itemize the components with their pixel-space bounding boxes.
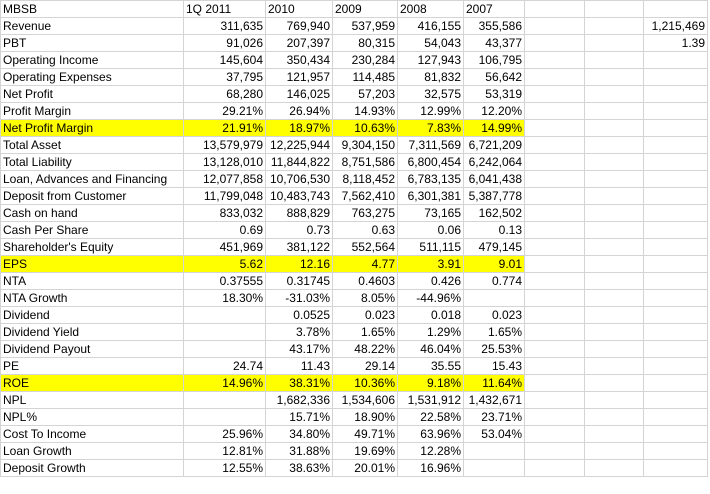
value-cell[interactable] — [585, 188, 644, 205]
value-cell[interactable]: 1,531,912 — [398, 392, 464, 409]
value-cell[interactable]: 0.0525 — [266, 307, 333, 324]
value-cell[interactable] — [525, 222, 585, 239]
value-cell[interactable]: 11,844,822 — [266, 154, 333, 171]
value-cell[interactable]: 6,301,381 — [398, 188, 464, 205]
row-label-cell[interactable]: Operating Expenses — [1, 69, 184, 86]
value-cell[interactable]: 8.05% — [333, 290, 398, 307]
table-row — [1, 273, 708, 290]
value-cell[interactable]: 25.96% — [184, 426, 266, 443]
row-label-cell[interactable]: Total Asset — [1, 137, 184, 154]
value-cell[interactable]: 32,575 — [398, 86, 464, 103]
value-cell[interactable]: 24.74 — [184, 358, 266, 375]
table-row — [1, 290, 708, 307]
value-cell[interactable]: 14.96% — [184, 375, 266, 392]
value-cell[interactable] — [585, 239, 644, 256]
value-cell[interactable] — [184, 324, 266, 341]
value-cell[interactable] — [525, 392, 585, 409]
value-cell[interactable] — [184, 392, 266, 409]
row-label-cell[interactable]: Profit Margin — [1, 103, 184, 120]
value-cell[interactable]: 1.65% — [464, 324, 525, 341]
value-cell[interactable] — [585, 52, 644, 69]
table-row — [1, 375, 708, 392]
value-cell[interactable]: 9.01 — [464, 256, 525, 273]
value-cell[interactable]: 114,485 — [333, 69, 398, 86]
row-label-cell[interactable]: NTA — [1, 273, 184, 290]
row-label-cell[interactable]: NPL% — [1, 409, 184, 426]
value-cell[interactable] — [644, 69, 708, 86]
value-cell[interactable] — [585, 307, 644, 324]
value-cell[interactable]: 3.78% — [266, 324, 333, 341]
value-cell[interactable] — [525, 443, 585, 460]
value-cell[interactable] — [525, 375, 585, 392]
table-row — [1, 341, 708, 358]
value-cell[interactable]: 63.96% — [398, 426, 464, 443]
value-cell[interactable]: 0.06 — [398, 222, 464, 239]
sheet-title-cell[interactable]: MBSB — [1, 1, 184, 18]
value-cell[interactable]: 0.018 — [398, 307, 464, 324]
value-cell[interactable] — [644, 375, 708, 392]
value-cell[interactable] — [525, 426, 585, 443]
value-cell[interactable] — [585, 154, 644, 171]
value-cell[interactable]: 12.55% — [184, 460, 266, 477]
value-cell[interactable]: 230,284 — [333, 52, 398, 69]
row-label-cell[interactable]: Dividend — [1, 307, 184, 324]
table-row — [1, 239, 708, 256]
value-cell[interactable]: 0.023 — [464, 307, 525, 324]
column-header-cell[interactable]: 2008 — [398, 1, 464, 18]
value-cell[interactable]: 888,829 — [266, 205, 333, 222]
value-cell[interactable]: 14.99% — [464, 120, 525, 137]
value-cell[interactable]: 49.71% — [333, 426, 398, 443]
table-row — [1, 307, 708, 324]
table-row — [1, 69, 708, 86]
value-cell[interactable]: 0.37555 — [184, 273, 266, 290]
value-cell[interactable]: 11.64% — [464, 375, 525, 392]
row-label-cell[interactable]: Shareholder's Equity — [1, 239, 184, 256]
value-cell[interactable] — [525, 137, 585, 154]
value-cell[interactable] — [585, 35, 644, 52]
value-cell[interactable] — [644, 307, 708, 324]
table-row — [1, 443, 708, 460]
row-label-cell[interactable]: Dividend Yield — [1, 324, 184, 341]
value-cell[interactable]: 22.58% — [398, 409, 464, 426]
value-cell[interactable]: 9,304,150 — [333, 137, 398, 154]
value-cell[interactable]: 833,032 — [184, 205, 266, 222]
value-cell[interactable] — [644, 188, 708, 205]
value-cell[interactable] — [525, 205, 585, 222]
value-cell[interactable]: 6,783,135 — [398, 171, 464, 188]
value-cell[interactable]: 38.31% — [266, 375, 333, 392]
value-cell[interactable]: 12.28% — [398, 443, 464, 460]
value-cell[interactable] — [644, 290, 708, 307]
value-cell[interactable]: 9.18% — [398, 375, 464, 392]
value-cell[interactable] — [585, 171, 644, 188]
value-cell[interactable] — [464, 443, 525, 460]
value-cell[interactable]: 81,832 — [398, 69, 464, 86]
table-row — [1, 392, 708, 409]
value-cell[interactable]: 10,706,530 — [266, 171, 333, 188]
value-cell[interactable]: 7,562,410 — [333, 188, 398, 205]
row-label-cell[interactable]: Loan Growth — [1, 443, 184, 460]
row-label-cell[interactable]: NTA Growth — [1, 290, 184, 307]
row-label-cell[interactable]: Net Profit Margin — [1, 120, 184, 137]
value-cell[interactable] — [184, 409, 266, 426]
value-cell[interactable]: -31.03% — [266, 290, 333, 307]
value-cell[interactable]: 56,642 — [464, 69, 525, 86]
row-label-cell[interactable]: Dividend Payout — [1, 341, 184, 358]
value-cell[interactable]: 12,225,944 — [266, 137, 333, 154]
value-cell[interactable]: 5,387,778 — [464, 188, 525, 205]
column-header-cell[interactable]: 2009 — [333, 1, 398, 18]
value-cell[interactable]: 451,969 — [184, 239, 266, 256]
row-label-cell[interactable]: Deposit from Customer — [1, 188, 184, 205]
value-cell[interactable] — [644, 154, 708, 171]
value-cell[interactable]: 1,215,469 — [644, 18, 708, 35]
value-cell[interactable]: 35.55 — [398, 358, 464, 375]
value-cell[interactable]: 6,041,438 — [464, 171, 525, 188]
value-cell[interactable]: 769,940 — [266, 18, 333, 35]
row-label-cell[interactable]: Cost To Income — [1, 426, 184, 443]
value-cell[interactable] — [585, 256, 644, 273]
value-cell[interactable]: 1.29% — [398, 324, 464, 341]
table-row — [1, 52, 708, 69]
value-cell[interactable]: 25.53% — [464, 341, 525, 358]
table-row — [1, 86, 708, 103]
value-cell[interactable]: 11,799,048 — [184, 188, 266, 205]
value-cell[interactable] — [644, 409, 708, 426]
value-cell[interactable] — [644, 443, 708, 460]
value-cell[interactable] — [644, 120, 708, 137]
column-header-cell[interactable] — [525, 1, 585, 18]
value-cell[interactable]: 21.91% — [184, 120, 266, 137]
value-cell[interactable]: 1,534,606 — [333, 392, 398, 409]
value-cell[interactable]: 121,957 — [266, 69, 333, 86]
value-cell[interactable]: 18.90% — [333, 409, 398, 426]
table-row — [1, 103, 708, 120]
value-cell[interactable] — [644, 86, 708, 103]
value-cell[interactable] — [525, 324, 585, 341]
value-cell[interactable]: 0.13 — [464, 222, 525, 239]
value-cell[interactable]: 16.96% — [398, 460, 464, 477]
table-row — [1, 120, 708, 137]
value-cell[interactable]: 381,122 — [266, 239, 333, 256]
value-cell[interactable] — [585, 137, 644, 154]
value-cell[interactable]: 15.71% — [266, 409, 333, 426]
value-cell[interactable]: 416,155 — [398, 18, 464, 35]
value-cell[interactable] — [644, 426, 708, 443]
value-cell[interactable]: 3.91 — [398, 256, 464, 273]
value-cell[interactable]: -44.96% — [398, 290, 464, 307]
value-cell[interactable] — [184, 307, 266, 324]
row-label-cell[interactable]: Loan, Advances and Financing — [1, 171, 184, 188]
value-cell[interactable] — [525, 460, 585, 477]
value-cell[interactable]: 8,751,586 — [333, 154, 398, 171]
value-cell[interactable]: 26.94% — [266, 103, 333, 120]
value-cell[interactable] — [585, 324, 644, 341]
value-cell[interactable] — [525, 290, 585, 307]
table-row — [1, 154, 708, 171]
row-label-cell[interactable]: EPS — [1, 256, 184, 273]
value-cell[interactable]: 10.36% — [333, 375, 398, 392]
table-row — [1, 409, 708, 426]
value-cell[interactable] — [585, 273, 644, 290]
value-cell[interactable] — [585, 375, 644, 392]
value-cell[interactable] — [585, 409, 644, 426]
value-cell[interactable] — [644, 460, 708, 477]
value-cell[interactable] — [585, 460, 644, 477]
value-cell[interactable]: 106,795 — [464, 52, 525, 69]
value-cell[interactable]: 10.63% — [333, 120, 398, 137]
value-cell[interactable]: 0.023 — [333, 307, 398, 324]
value-cell[interactable]: 146,025 — [266, 86, 333, 103]
value-cell[interactable] — [644, 341, 708, 358]
table-row — [1, 324, 708, 341]
value-cell[interactable] — [585, 426, 644, 443]
value-cell[interactable] — [525, 69, 585, 86]
value-cell[interactable]: 19.69% — [333, 443, 398, 460]
value-cell[interactable]: 12,077,858 — [184, 171, 266, 188]
value-cell[interactable]: 43.17% — [266, 341, 333, 358]
value-cell[interactable]: 54,043 — [398, 35, 464, 52]
value-cell[interactable] — [644, 324, 708, 341]
value-cell[interactable]: 46.04% — [398, 341, 464, 358]
row-label-cell[interactable]: Cash on hand — [1, 205, 184, 222]
value-cell[interactable]: 12.16 — [266, 256, 333, 273]
value-cell[interactable]: 68,280 — [184, 86, 266, 103]
value-cell[interactable]: 7,311,569 — [398, 137, 464, 154]
row-label-cell[interactable]: Cash Per Share — [1, 222, 184, 239]
value-cell[interactable] — [644, 256, 708, 273]
value-cell[interactable] — [525, 171, 585, 188]
value-cell[interactable] — [525, 273, 585, 290]
value-cell[interactable]: 73,165 — [398, 205, 464, 222]
value-cell[interactable]: 511,115 — [398, 239, 464, 256]
value-cell[interactable]: 0.63 — [333, 222, 398, 239]
value-cell[interactable] — [464, 460, 525, 477]
row-label-cell[interactable]: PE — [1, 358, 184, 375]
value-cell[interactable]: 20.01% — [333, 460, 398, 477]
value-cell[interactable]: 207,397 — [266, 35, 333, 52]
value-cell[interactable]: 13,128,010 — [184, 154, 266, 171]
value-cell[interactable] — [585, 120, 644, 137]
value-cell[interactable]: 537,959 — [333, 18, 398, 35]
value-cell[interactable]: 14.93% — [333, 103, 398, 120]
value-cell[interactable]: 0.69 — [184, 222, 266, 239]
value-cell[interactable]: 12.81% — [184, 443, 266, 460]
value-cell[interactable] — [525, 188, 585, 205]
table-row — [1, 205, 708, 222]
value-cell[interactable] — [525, 239, 585, 256]
value-cell[interactable]: 6,721,209 — [464, 137, 525, 154]
value-cell[interactable] — [585, 341, 644, 358]
value-cell[interactable]: 10,483,743 — [266, 188, 333, 205]
value-cell[interactable] — [585, 69, 644, 86]
row-label-cell[interactable]: Total Liability — [1, 154, 184, 171]
value-cell[interactable]: 34.80% — [266, 426, 333, 443]
value-cell[interactable]: 12.99% — [398, 103, 464, 120]
value-cell[interactable] — [644, 52, 708, 69]
value-cell[interactable]: 0.426 — [398, 273, 464, 290]
row-label-cell[interactable]: Operating Income — [1, 52, 184, 69]
column-header-cell[interactable]: 2010 — [266, 1, 333, 18]
value-cell[interactable] — [525, 35, 585, 52]
value-cell[interactable] — [525, 409, 585, 426]
value-cell[interactable] — [525, 120, 585, 137]
value-cell[interactable] — [644, 205, 708, 222]
value-cell[interactable]: 29.21% — [184, 103, 266, 120]
value-cell[interactable] — [644, 222, 708, 239]
value-cell[interactable]: 48.22% — [333, 341, 398, 358]
value-cell[interactable]: 18.30% — [184, 290, 266, 307]
table-row — [1, 188, 708, 205]
value-cell[interactable]: 1,682,336 — [266, 392, 333, 409]
value-cell[interactable] — [184, 341, 266, 358]
value-cell[interactable] — [525, 256, 585, 273]
value-cell[interactable]: 1.65% — [333, 324, 398, 341]
value-cell[interactable]: 43,377 — [464, 35, 525, 52]
value-cell[interactable]: 4.77 — [333, 256, 398, 273]
value-cell[interactable] — [525, 154, 585, 171]
row-label-cell[interactable]: Deposit Growth — [1, 460, 184, 477]
value-cell[interactable]: 53.04% — [464, 426, 525, 443]
value-cell[interactable]: 479,145 — [464, 239, 525, 256]
value-cell[interactable]: 0.31745 — [266, 273, 333, 290]
value-cell[interactable] — [585, 222, 644, 239]
value-cell[interactable]: 80,315 — [333, 35, 398, 52]
value-cell[interactable] — [525, 103, 585, 120]
value-cell[interactable] — [585, 103, 644, 120]
value-cell[interactable] — [644, 137, 708, 154]
value-cell[interactable]: 145,604 — [184, 52, 266, 69]
value-cell[interactable]: 7.83% — [398, 120, 464, 137]
table-row — [1, 222, 708, 239]
column-header-cell[interactable] — [644, 1, 708, 18]
value-cell[interactable]: 552,564 — [333, 239, 398, 256]
value-cell[interactable] — [644, 171, 708, 188]
value-cell[interactable]: 6,242,064 — [464, 154, 525, 171]
value-cell[interactable] — [525, 52, 585, 69]
table-row — [1, 171, 708, 188]
value-cell[interactable]: 311,635 — [184, 18, 266, 35]
value-cell[interactable] — [585, 443, 644, 460]
value-cell[interactable]: 0.4603 — [333, 273, 398, 290]
value-cell[interactable] — [644, 392, 708, 409]
value-cell[interactable]: 29.14 — [333, 358, 398, 375]
row-label-cell[interactable]: NPL — [1, 392, 184, 409]
value-cell[interactable]: 6,800,454 — [398, 154, 464, 171]
value-cell[interactable] — [585, 392, 644, 409]
value-cell[interactable]: 0.73 — [266, 222, 333, 239]
value-cell[interactable]: 162,502 — [464, 205, 525, 222]
value-cell[interactable]: 12.20% — [464, 103, 525, 120]
row-label-cell[interactable]: Revenue — [1, 18, 184, 35]
row-label-cell[interactable]: Net Profit — [1, 86, 184, 103]
value-cell[interactable]: 53,319 — [464, 86, 525, 103]
table-row — [1, 358, 708, 375]
value-cell[interactable] — [464, 290, 525, 307]
value-cell[interactable] — [525, 86, 585, 103]
value-cell[interactable] — [525, 341, 585, 358]
table-row — [1, 18, 708, 35]
value-cell[interactable] — [525, 18, 585, 35]
table-row — [1, 426, 708, 443]
value-cell[interactable]: 15.43 — [464, 358, 525, 375]
value-cell[interactable]: 1,432,671 — [464, 392, 525, 409]
value-cell[interactable]: 13,579,979 — [184, 137, 266, 154]
table-row — [1, 137, 708, 154]
value-cell[interactable]: 5.62 — [184, 256, 266, 273]
value-cell[interactable]: 1.39 — [644, 35, 708, 52]
row-label-cell[interactable]: ROE — [1, 375, 184, 392]
column-header-cell[interactable] — [585, 1, 644, 18]
value-cell[interactable]: 350,434 — [266, 52, 333, 69]
value-cell[interactable] — [644, 358, 708, 375]
value-cell[interactable]: 127,943 — [398, 52, 464, 69]
value-cell[interactable]: 355,586 — [464, 18, 525, 35]
value-cell[interactable] — [585, 358, 644, 375]
value-cell[interactable] — [585, 205, 644, 222]
value-cell[interactable]: 763,275 — [333, 205, 398, 222]
value-cell[interactable]: 37,795 — [184, 69, 266, 86]
value-cell[interactable]: 57,203 — [333, 86, 398, 103]
value-cell[interactable] — [644, 239, 708, 256]
value-cell[interactable]: 11.43 — [266, 358, 333, 375]
value-cell[interactable]: 91,026 — [184, 35, 266, 52]
value-cell[interactable]: 23.71% — [464, 409, 525, 426]
value-cell[interactable] — [585, 290, 644, 307]
value-cell[interactable] — [585, 18, 644, 35]
column-header-cell[interactable]: 2007 — [464, 1, 525, 18]
table-row — [1, 35, 708, 52]
column-header-cell[interactable]: 1Q 2011 — [184, 1, 266, 18]
value-cell[interactable]: 31.88% — [266, 443, 333, 460]
value-cell[interactable] — [585, 86, 644, 103]
value-cell[interactable] — [525, 307, 585, 324]
value-cell[interactable]: 38.63% — [266, 460, 333, 477]
row-label-cell[interactable]: PBT — [1, 35, 184, 52]
table-row — [1, 460, 708, 477]
header-row — [1, 1, 708, 18]
value-cell[interactable]: 8,118,452 — [333, 171, 398, 188]
table-row — [1, 256, 708, 273]
value-cell[interactable] — [644, 103, 708, 120]
value-cell[interactable]: 0.774 — [464, 273, 525, 290]
value-cell[interactable] — [525, 358, 585, 375]
value-cell[interactable]: 18.97% — [266, 120, 333, 137]
value-cell[interactable] — [644, 273, 708, 290]
